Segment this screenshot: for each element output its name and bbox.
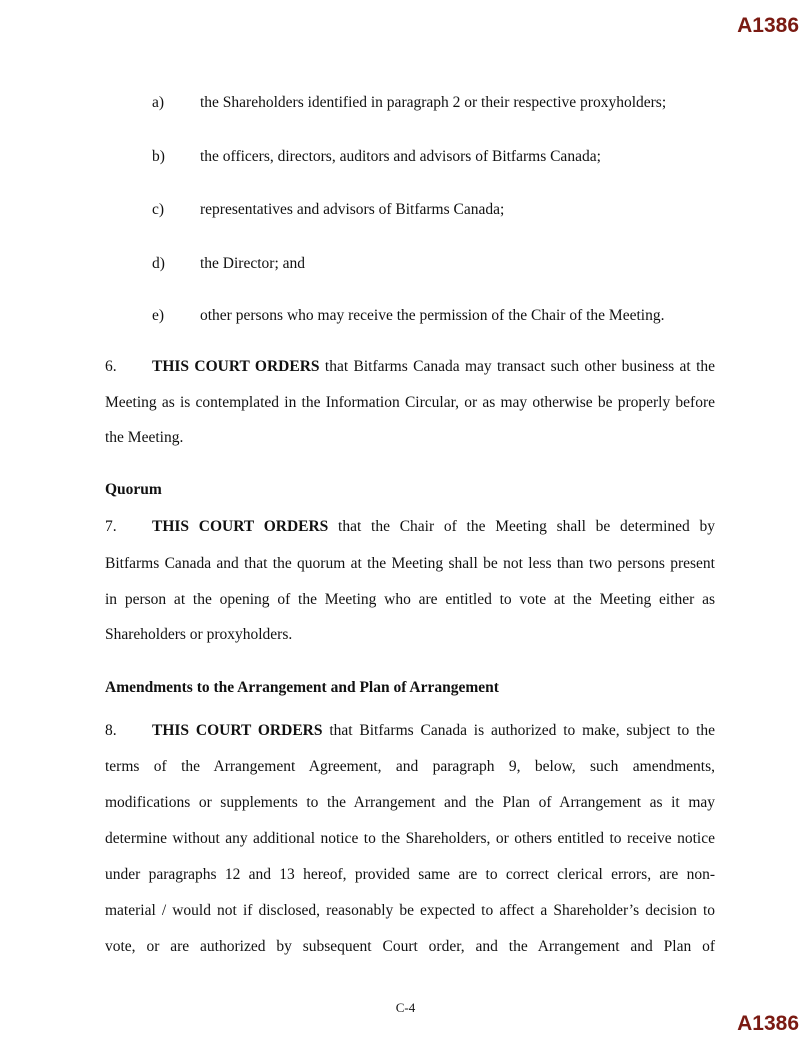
list-text: the officers, directors, auditors and advisors of Bitfarms Canada; xyxy=(200,148,601,165)
list-label: b) xyxy=(152,148,165,165)
section-heading-amendments: Amendments to the Arrangement and Plan of Arrangement xyxy=(105,679,499,696)
page-number: C-4 xyxy=(395,1000,416,1015)
paragraph-line: in person at the opening of the Meeting who are entitled to vote at the Meeting either as xyxy=(105,591,715,608)
order-lead: THIS COURT ORDERS xyxy=(152,722,323,739)
paragraph-line: material / would not if disclosed, reasonably be expected to affect a Shareholder’s decision to xyxy=(105,902,715,919)
paragraph-line: modifications or supplements to the Arrangement and the Plan of Arrangement as it may xyxy=(105,794,715,811)
paragraph-line: determine without any additional notice to the Shareholders, or others entitled to receive notice xyxy=(105,830,715,847)
list-label: c) xyxy=(152,201,165,218)
order-lead: THIS COURT ORDERS xyxy=(152,358,320,375)
paragraph-line: under paragraphs 12 and 13 hereof, provided same are to correct clerical errors, are non- xyxy=(105,866,715,883)
paragraph-number: 6. xyxy=(105,358,117,375)
paragraph-line: Bitfarms Canada and that the quorum at the Meeting shall be not less than two persons present xyxy=(105,555,715,572)
paragraph-number: 7. xyxy=(105,518,117,535)
paragraph-line: Shareholders or proxyholders. xyxy=(105,626,293,643)
paragraph-line: that the Chair of the Meeting shall be determined by xyxy=(328,518,715,535)
paragraph-line: that Bitfarms Canada may transact such other business at the xyxy=(319,358,716,375)
list-label: a) xyxy=(152,94,165,111)
list-text: the Shareholders identified in paragraph 2 or their respective proxyholders; xyxy=(200,94,667,111)
paragraph-line: the Meeting. xyxy=(105,429,184,446)
list-label: d) xyxy=(152,255,165,272)
paragraph-number: 8. xyxy=(105,722,117,739)
paragraph-line: vote, or are authorized by subsequent Court order, and the Arrangement and Plan of xyxy=(105,938,715,955)
list-text: representatives and advisors of Bitfarms Canada; xyxy=(200,201,505,218)
list-text: the Director; and xyxy=(200,255,306,272)
paragraph-line: terms of the Arrangement Agreement, and paragraph 9, below, such amendments, xyxy=(105,758,715,775)
list-label: e) xyxy=(152,307,165,324)
exhibit-stamp-bottom: A1386 xyxy=(737,1012,799,1035)
section-heading-quorum: Quorum xyxy=(105,481,162,498)
exhibit-stamp-top: A1386 xyxy=(737,14,799,37)
list-text: other persons who may receive the permission of the Chair of the Meeting. xyxy=(200,307,665,324)
paragraph-line: that Bitfarms Canada is authorized to make, subject to the xyxy=(322,722,716,739)
order-lead: THIS COURT ORDERS xyxy=(152,518,329,535)
paragraph-line: Meeting as is contemplated in the Information Circular, or as may otherwise be properly before xyxy=(105,394,715,411)
